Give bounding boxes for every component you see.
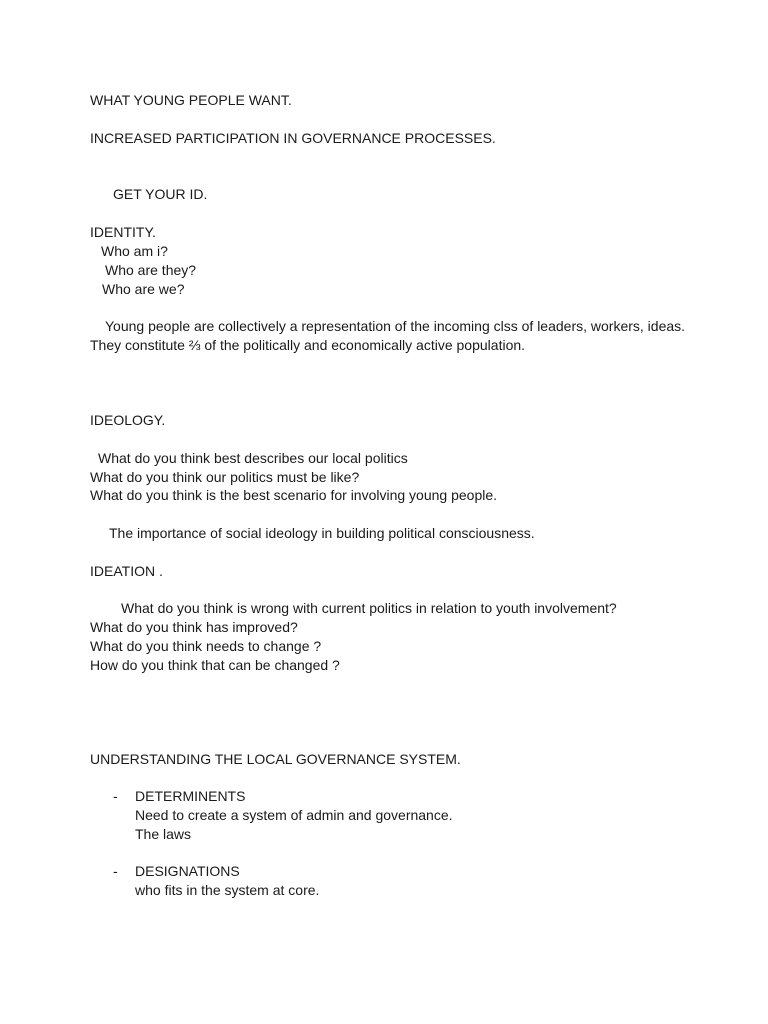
identity-paragraph-line: They constitute ⅔ of the politically and economically active population. [90,337,526,353]
identity-question: Who are we? [102,281,185,297]
governance-heading: UNDERSTANDING THE LOCAL GOVERNANCE SYSTEM. [90,751,461,767]
ideology-heading: IDEOLOGY. [90,412,166,428]
ideology-statement: The importance of social ideology in building political consciousness. [109,525,535,541]
ideology-question: What do you think best describes our local politics [98,450,408,466]
ideology-question: What do you think is the best scenario for involving young people. [90,487,498,503]
ideology-question: What do you think our politics must be like? [90,469,360,485]
identity-paragraph-line: Young people are collectively a representation of the incoming clss of leaders, workers, ideas. [105,318,686,334]
ideation-question: What do you think is wrong with current politics in relation to youth involvement? [121,600,617,616]
list-item-title: DESIGNATIONS [135,863,240,879]
identity-question: Who are they? [105,262,197,278]
ideation-question: What do you think has improved? [90,619,298,635]
ideation-question: How do you think that can be changed ? [90,657,340,673]
ideation-question: What do you think needs to change ? [90,638,322,654]
list-bullet-dash: - [113,788,118,804]
document-subtitle: INCREASED PARTICIPATION IN GOVERNANCE PROCESSES. [90,130,496,146]
document-title: WHAT YOUNG PEOPLE WANT. [90,92,292,108]
list-bullet-dash: - [113,863,118,879]
identity-question: Who am i? [101,243,168,259]
ideation-heading: IDEATION . [90,563,163,579]
list-item-detail: who fits in the system at core. [135,882,320,898]
list-item-title: DETERMINENTS [135,788,246,804]
list-item-detail: The laws [135,826,192,842]
list-item-detail: Need to create a system of admin and governance. [135,807,453,823]
identity-heading: IDENTITY. [90,224,156,240]
get-id-line: GET YOUR ID. [113,186,208,202]
